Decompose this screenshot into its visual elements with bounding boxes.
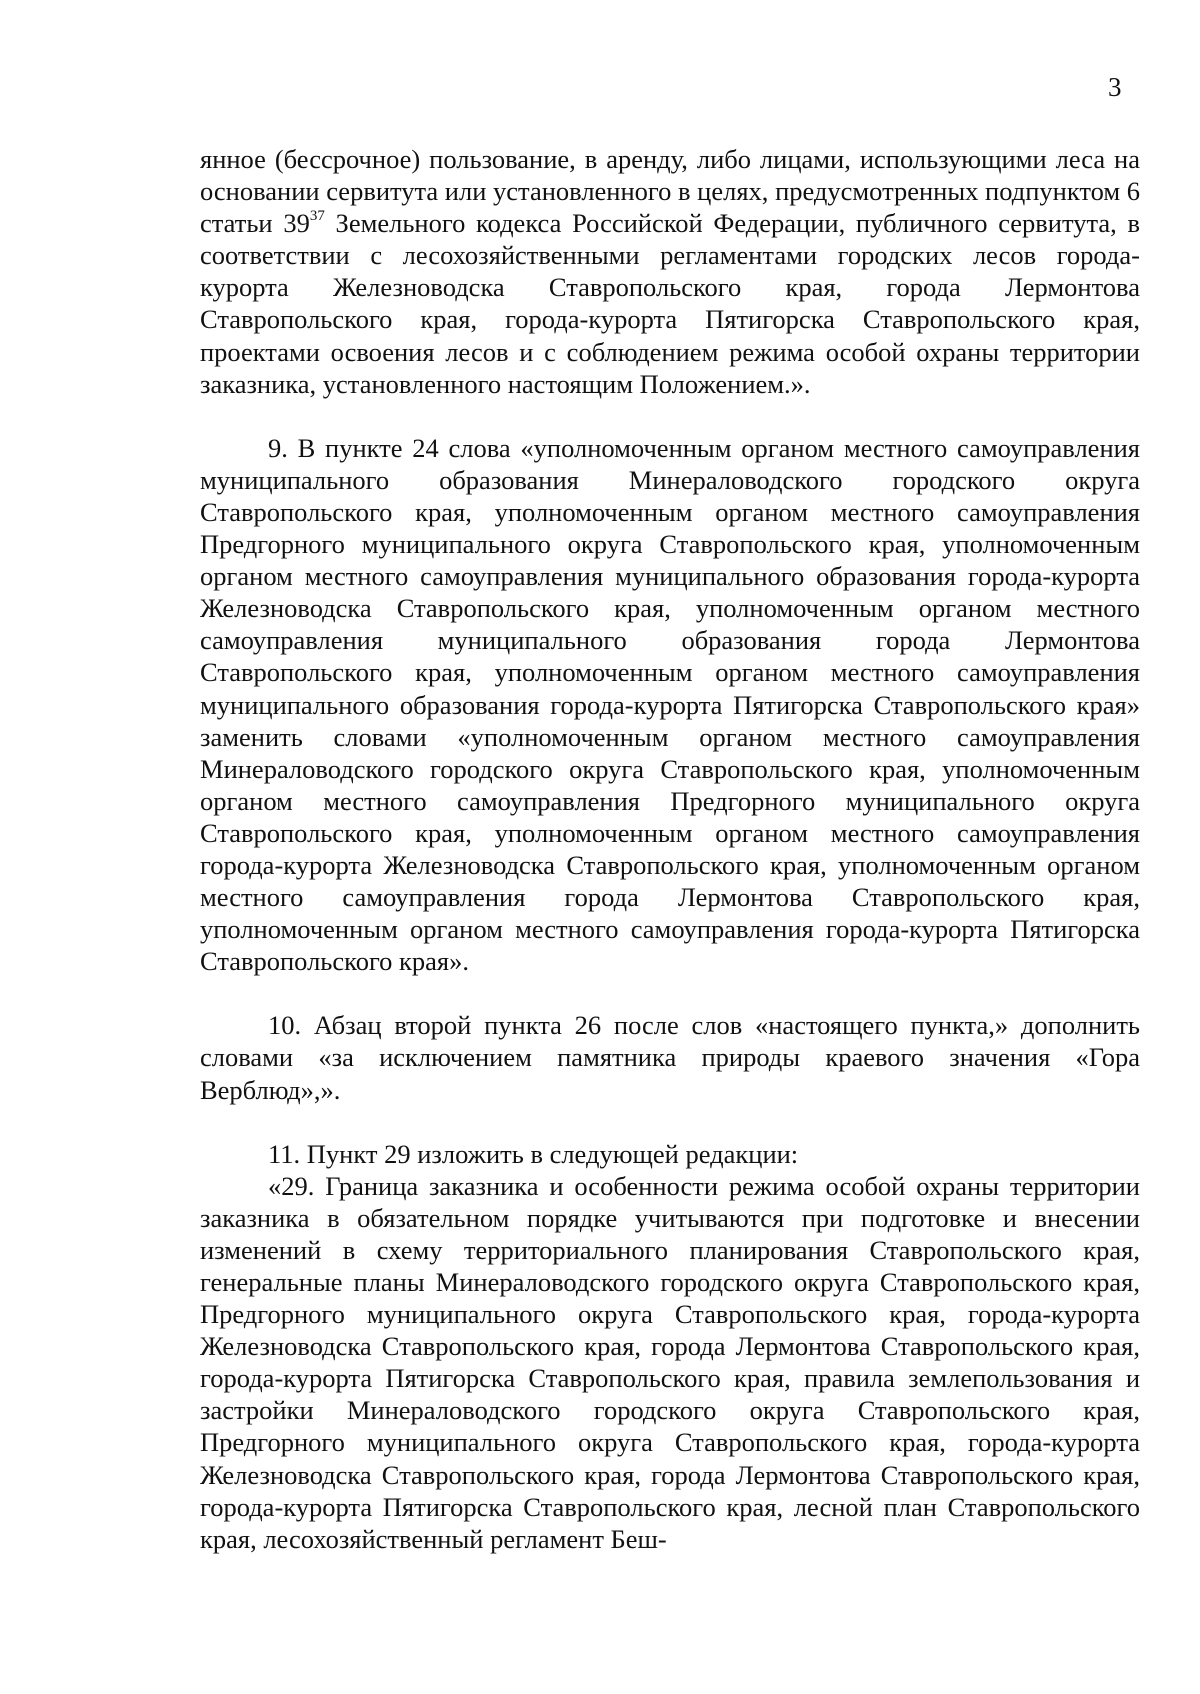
paragraph-continuation xyxy=(200,143,1140,400)
paragraph-item-10: 10. Абзац второй пункта 26 после слов «настоящего пункта,» дополнить словами «за исключением памятника природы краевого значения «Гора Верблюд»,». xyxy=(200,1010,1140,1105)
paragraph-item-9: 9. В пункте 24 слова «уполномоченным органом местного самоуправления муниципального образования Минераловодского городского округа Ставропольского края, уполномоченным органом местного самоуправления Предгорного муниципального округа Ставропольского края, уполномоченным органом местного самоуправления муниципального образования города-курорта Железноводска Ставропольского края, уполномоченным органом местного самоуправления муниципального образования города Лермонтова Ставропольского края, уполномоченным органом местного самоуправления муниципального образования города-курорта Пятигорска Ставропольского края» заменить словами «уполномоченным органом местного самоуправления Минераловодского городского округа Ставропольского края, уполномоченным органом местного самоуправления Предгорного муниципального округа Ставропольского края, уполномоченным органом местного самоуправления города-курорта Железноводска Ставропольского края, уполномоченным органом местного самоуправления города Лермонтова Ставропольского края, уполномоченным органом местного самоуправления города-курорта Пятигорска Ставропольского края». xyxy=(200,432,1140,977)
paragraph-item-29-text: «29. Граница заказника и особенности режима особой охраны территории заказника в обязательном порядке учитываются при подготовке и внесении изменений в схему территориального планирования Ставропольского края, генеральные планы Минераловодского городского округа Ставропольского края, Предгорного муниципального округа Ставропольского края, города-курорта Железноводска Ставропольского края, города Лермонтова Ставропольского края, города-курорта Пятигорска Ставропольского края, правила землепользования и застройки Минераловодского городского округа Ставропольского края, Предгорного муниципального округа Ставропольского края, города-курорта Железноводска Ставропольского края, города Лермонтова Ставропольского края, города-курорта Пятигорска Ставропольского края, лесной план Ставропольского края, лесохозяйственный регламент Беш- xyxy=(200,1170,1140,1554)
paragraph-text: Земельного кодекса Российской Федерации, публичного сервитута, в соответствии с лесохозяйственными регламентами городских лесов города-курорта Железноводска Ставропольского края, города Лермонтова Ставропольского края, города-курорта Пятигорска Ставропольского края, проектами освоения лесов и с соблюдением режима особой охраны территории заказника, установленного настоящим Положением.». xyxy=(200,208,1140,399)
superscript-article-number: 37 xyxy=(309,208,325,225)
paragraph-item-11: 11. Пункт 29 изложить в следующей редакции: xyxy=(268,1138,799,1169)
page-number: 3 xyxy=(1108,72,1122,102)
paragraph-text: янное (бессрочное) пользование, в аренду, либо лицами, использующими леса на основании сервитута или установленного в целях, предусмотренных подпунктом 6 статьи 39 xyxy=(200,144,1140,239)
document-body xyxy=(200,143,1140,1555)
